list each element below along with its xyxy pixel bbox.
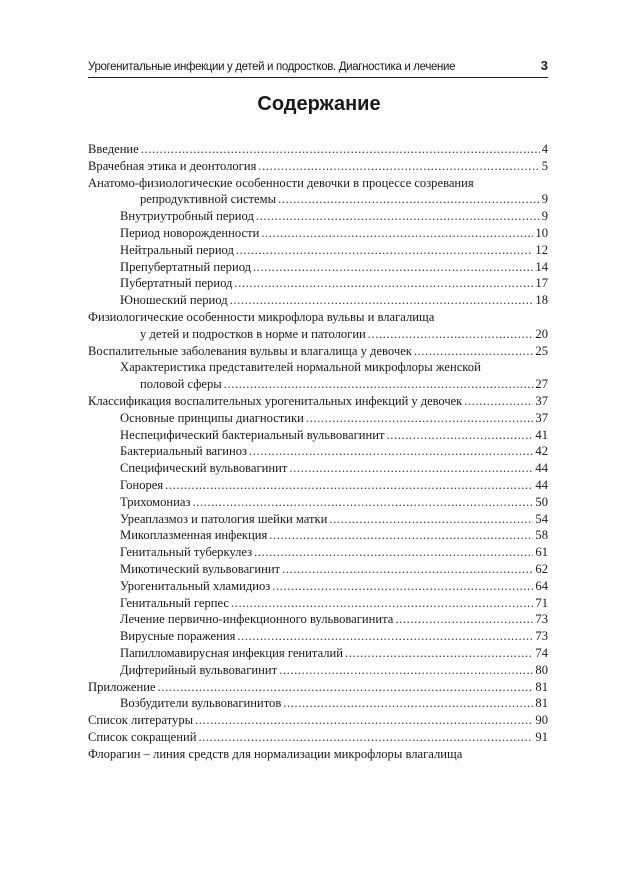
- toc-entry-title-line: Анатомо-физиологические особенности девочки в процессе созревания: [88, 175, 474, 190]
- toc-entry-page: 42: [535, 444, 548, 459]
- toc-entry-title: Папилломавирусная инфекция гениталий: [120, 645, 344, 660]
- toc-entry-title: Бактериальный вагиноз: [120, 444, 248, 459]
- toc-entry-page: 74: [535, 645, 548, 660]
- dot-leader: [306, 410, 534, 427]
- dot-leader: [254, 544, 533, 561]
- toc-entry-page: 5: [541, 158, 548, 173]
- dot-leader: [253, 259, 533, 276]
- toc-entry-page: 81: [535, 679, 548, 694]
- toc-entry[interactable]: [88, 393, 548, 410]
- toc-entry-page: 44: [535, 461, 548, 476]
- toc-subentry[interactable]: [88, 611, 548, 628]
- toc-entry-page: 90: [535, 713, 548, 728]
- page-number: 3: [540, 58, 548, 73]
- toc-entry-page: 41: [535, 427, 548, 442]
- dot-leader: [289, 460, 533, 477]
- dot-leader: [249, 443, 533, 460]
- dot-leader: [234, 275, 533, 292]
- toc-entry-page: 17: [535, 276, 548, 291]
- toc-entry[interactable]: [88, 679, 548, 696]
- toc-entry-page: 37: [535, 393, 548, 408]
- dot-leader: [195, 712, 533, 729]
- toc-entry[interactable]: [88, 746, 548, 763]
- toc-entry-page: 81: [535, 696, 548, 711]
- toc-entry-page: 44: [535, 477, 548, 492]
- toc-entry-page: 64: [535, 578, 548, 593]
- toc-entry-title: у детей и подростков в норме и патологии: [140, 326, 366, 341]
- toc-entry-page: 54: [535, 511, 548, 526]
- dot-leader: [464, 393, 533, 410]
- toc-entry-page: 62: [535, 561, 548, 576]
- dot-leader: [278, 191, 540, 208]
- toc-entry-page: 91: [535, 729, 548, 744]
- toc-entry-page: 61: [535, 545, 548, 560]
- toc-subentry[interactable]: [88, 292, 548, 309]
- toc-entry-title: Генитальный герпес: [120, 595, 229, 610]
- toc-entry-page: 50: [535, 494, 548, 509]
- toc-entry-title: Воспалительные заболевания вульвы и влагалища у девочек: [88, 343, 412, 358]
- toc-entry-title: Лечение первично-инфекционного вульвовагинита: [120, 612, 394, 627]
- toc-entry-page: 73: [535, 629, 548, 644]
- table-of-contents: [88, 141, 548, 762]
- toc-subentry[interactable]: [88, 645, 548, 662]
- dot-leader: [231, 595, 533, 612]
- toc-entry-title: Внутриутробный период: [120, 209, 254, 224]
- toc-entry-title: Юношеский период: [120, 293, 228, 308]
- dot-leader: [192, 494, 533, 511]
- toc-entry-title: Список сокращений: [88, 729, 197, 744]
- toc-entry-title: Список литературы: [88, 713, 194, 728]
- toc-entry-title: Микоплазменная инфекция: [120, 528, 268, 543]
- dot-leader: [269, 527, 533, 544]
- toc-subentry[interactable]: [88, 460, 548, 477]
- dot-leader: [258, 158, 539, 175]
- running-header: [88, 58, 548, 78]
- toc-entry-page: 80: [535, 662, 548, 677]
- toc-entry-title: Нейтральный период: [120, 242, 234, 257]
- toc-entry-page: 37: [535, 410, 548, 425]
- toc-entry[interactable]: [88, 343, 548, 360]
- toc-subentry[interactable]: [88, 259, 548, 276]
- dot-leader: [230, 292, 534, 309]
- toc-entry-title: Дифтерийный вульвовагинит: [120, 662, 278, 677]
- toc-entry-page: 73: [535, 612, 548, 627]
- toc-entry[interactable]: [88, 309, 548, 343]
- toc-entry-title: Неспецифический бактериальный вульвовагинит: [120, 427, 385, 442]
- dot-leader: [283, 695, 533, 712]
- dot-leader: [368, 326, 534, 343]
- toc-entry-title: Введение: [88, 142, 139, 156]
- toc-entry-title: репродуктивной системы: [140, 192, 277, 207]
- toc-entry-title: Врачебная этика и деонтология: [88, 158, 257, 173]
- toc-entry-page: 71: [535, 595, 548, 610]
- toc-subentry[interactable]: [88, 242, 548, 259]
- running-title: Урогенитальные инфекции у детей и подростков. Диагностика и лечение: [88, 61, 456, 73]
- toc-subentry[interactable]: [88, 544, 548, 561]
- toc-entry-title: Вирусные поражения: [120, 629, 236, 644]
- toc-entry-page: 27: [535, 377, 548, 392]
- toc-subentry[interactable]: [88, 359, 548, 393]
- toc-entry-title: Урогенитальный хламидиоз: [120, 578, 271, 593]
- toc-subentry[interactable]: [88, 578, 548, 595]
- toc-subentry[interactable]: [88, 595, 548, 612]
- toc-subentry[interactable]: [88, 225, 548, 242]
- toc-entry-title-line: Физиологические особенности микрофлора вульвы и влагалища: [88, 309, 435, 324]
- toc-subentry[interactable]: [88, 527, 548, 544]
- dot-leader: [198, 729, 533, 746]
- toc-entry-title: Возбудители вульвовагинитов: [120, 696, 282, 711]
- toc-entry-title: половой сферы: [140, 377, 222, 392]
- toc-entry-page: 12: [535, 242, 548, 257]
- toc-entry-title: Классификация воспалительных урогенитальных инфекций у девочек: [88, 393, 463, 408]
- dot-leader: [279, 662, 533, 679]
- toc-entry[interactable]: [88, 141, 548, 158]
- toc-entry-title: Специфический вульвовагинит: [120, 461, 288, 476]
- toc-entry-title: Период новорожденности: [120, 225, 260, 240]
- toc-entry-title: Пубертатный период: [120, 276, 233, 291]
- dot-leader: [256, 208, 540, 225]
- toc-entry-page: 20: [535, 326, 548, 341]
- toc-entry-title: Основные принципы диагностики: [120, 410, 304, 425]
- toc-subentry[interactable]: [88, 427, 548, 444]
- dot-leader: [272, 578, 533, 595]
- toc-subentry[interactable]: [88, 494, 548, 511]
- dot-leader: [386, 427, 533, 444]
- toc-subentry[interactable]: [88, 275, 548, 292]
- toc-subentry[interactable]: [88, 477, 548, 494]
- toc-subentry[interactable]: [88, 443, 548, 460]
- toc-entry-page: 14: [535, 259, 548, 274]
- dot-leader: [141, 141, 540, 158]
- toc-entry-page: 58: [535, 528, 548, 543]
- toc-entry-title: Гонорея: [120, 477, 164, 492]
- toc-subentry[interactable]: [88, 561, 548, 578]
- toc-entry-title: Флорагин – линия средств для нормализации микрофлоры влагалища: [88, 746, 463, 761]
- toc-subentry[interactable]: [88, 511, 548, 528]
- toc-entry[interactable]: [88, 158, 548, 175]
- dot-leader: [158, 679, 534, 696]
- toc-entry-page: 9: [541, 209, 548, 224]
- toc-heading: Содержание: [257, 93, 381, 115]
- toc-subentry[interactable]: [88, 628, 548, 645]
- toc-entry[interactable]: [88, 175, 548, 209]
- toc-entry-page: 10: [535, 225, 548, 240]
- dot-leader: [345, 645, 533, 662]
- toc-entry-page: 9: [541, 192, 548, 207]
- dot-leader: [237, 628, 533, 645]
- toc-subentry[interactable]: [88, 410, 548, 427]
- dot-leader: [236, 242, 534, 259]
- dot-leader: [395, 611, 533, 628]
- dot-leader: [261, 225, 533, 242]
- toc-subentry[interactable]: [88, 662, 548, 679]
- toc-entry-title: Микотический вульвовагинит: [120, 561, 281, 576]
- toc-entry-title: Приложение: [88, 679, 156, 694]
- dot-leader: [282, 561, 533, 578]
- toc-entry-title: Препубертатный период: [120, 259, 252, 274]
- toc-subentry[interactable]: [88, 695, 548, 712]
- toc-entry-title: Генитальный туберкулез: [120, 545, 253, 560]
- toc-entry-page: 18: [535, 293, 548, 308]
- toc-entry-title: Трихомониаз: [120, 494, 191, 509]
- toc-entry[interactable]: [88, 712, 548, 729]
- dot-leader: [414, 343, 533, 360]
- toc-entry-page: 4: [541, 142, 548, 156]
- toc-subentry[interactable]: [88, 208, 548, 225]
- toc-entry-title-line: Характеристика представителей нормальной микрофлоры женской: [120, 360, 481, 375]
- toc-entry-title: Уреаплазмоз и патология шейки матки: [120, 511, 328, 526]
- toc-entry[interactable]: [88, 729, 548, 746]
- dot-leader: [165, 477, 533, 494]
- dot-leader: [224, 376, 534, 393]
- toc-entry-page: 25: [535, 343, 548, 358]
- dot-leader: [329, 511, 533, 528]
